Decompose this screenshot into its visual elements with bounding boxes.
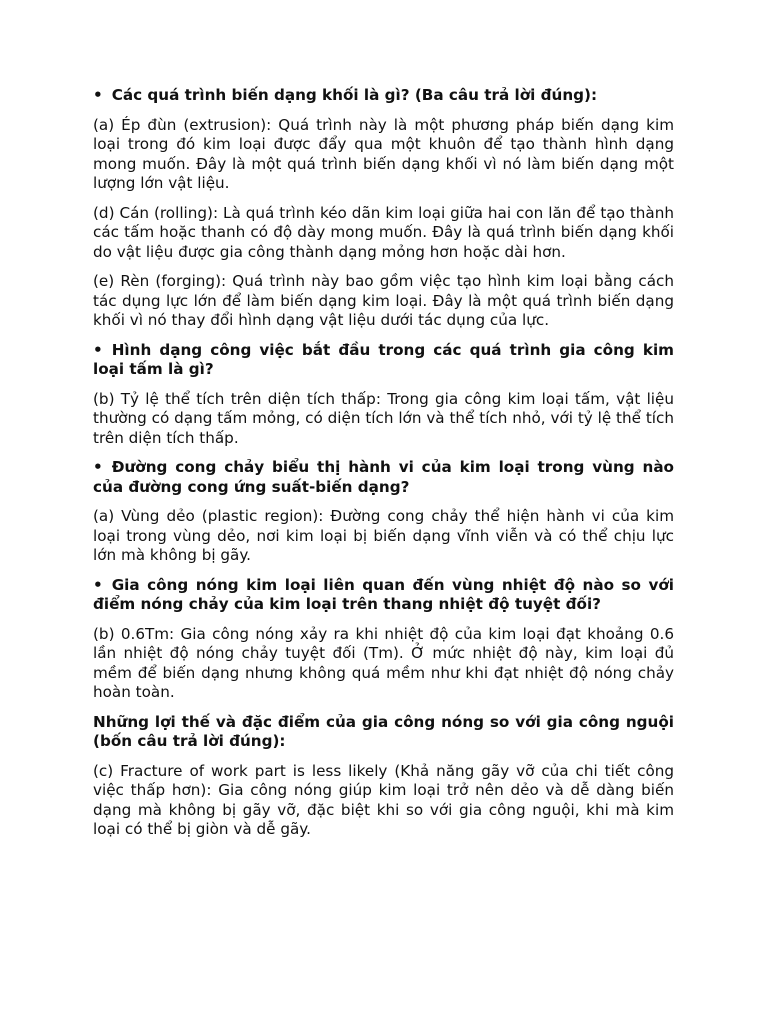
question-text: Hình dạng công việc bắt đầu trong các quá trình gia công kim loại tấm là gì? xyxy=(93,340,674,378)
question-text: Gia công nóng kim loại liên quan đến vùng nhiệt độ nào so với điểm nóng chảy của kim loại trên thang nhiệt độ tuyệt đối? xyxy=(93,575,674,613)
question-3 xyxy=(93,458,674,497)
answer-1d: (d) Cán (rolling): Là quá trình kéo dãn kim loại giữa hai con lăn để tạo thành các tấm hoặc thanh có độ dày mong muốn. Đây là quá trình biến dạng khối do vật liệu được gia công thành dạng mỏng hơn hoặc dài hơn. xyxy=(93,203,674,261)
bullet-icon: • xyxy=(93,86,103,104)
bullet-icon: • xyxy=(93,575,103,594)
question-4 xyxy=(93,576,674,615)
answer-5c: (c) Fracture of work part is less likely (Khả năng gãy vỡ của chi tiết công việc thấp hơn): Gia công nóng giúp kim loại trở nên dẻo và dễ dàng biến dạng mà không bị gãy vỡ, đặc biệt khi so với gia công nguội, khi mà kim loại có thể bị giòn và dễ gãy. xyxy=(93,761,674,838)
answer-3a: (a) Vùng dẻo (plastic region): Đường cong chảy thể hiện hành vi của kim loại trong vùng dẻo, nơi kim loại bị biến dạng vĩnh viễn và có thể chịu lực lớn mà không bị gãy. xyxy=(93,507,674,564)
question-1 xyxy=(93,86,674,106)
answer-4b: (b) 0.6Tm: Gia công nóng xảy ra khi nhiệt độ của kim loại đạt khoảng 0.6 lần nhiệt độ nóng chảy tuyệt đối (Tm). Ở mức nhiệt độ này, kim loại đủ mềm để biến dạng nhưng không quá mềm như khi đạt nhiệt độ nóng chảy hoàn toàn. xyxy=(93,624,674,701)
answer-1a: (a) Ép đùn (extrusion): Quá trình này là một phương pháp biến dạng kim loại trong đó kim loại được đẩy qua một khuôn để tạo thành hình dạng mong muốn. Đây là một quá trình biến dạng khối vì nó làm biến dạng một lượng lớn vật liệu. xyxy=(93,115,674,192)
answer-2b: (b) Tỷ lệ thể tích trên diện tích thấp: Trong gia công kim loại tấm, vật liệu thường có dạng tấm mỏng, có diện tích lớn và thể tích nhỏ, với tỷ lệ thể tích trên diện tích thấp. xyxy=(93,389,674,447)
question-text: Đường cong chảy biểu thị hành vi của kim loại trong vùng nào của đường cong ứng suất-biến dạng? xyxy=(93,458,674,496)
answer-1e: (e) Rèn (forging): Quá trình này bao gồm việc tạo hình kim loại bằng cách tác dụng lực lớn để làm biến dạng kim loại. Đây là một quá trình biến dạng khối vì nó thay đổi hình dạng vật liệu dưới tác dụng của lực. xyxy=(93,272,674,329)
question-text: Các quá trình biến dạng khối là gì? (Ba câu trả lời đúng): xyxy=(111,86,598,104)
bullet-icon: • xyxy=(93,458,103,476)
question-2 xyxy=(93,341,674,380)
question-5: Những lợi thế và đặc điểm của gia công nóng so với gia công nguội (bốn câu trả lời đúng): xyxy=(93,712,674,750)
document-page xyxy=(93,86,674,850)
bullet-icon: • xyxy=(93,340,103,359)
